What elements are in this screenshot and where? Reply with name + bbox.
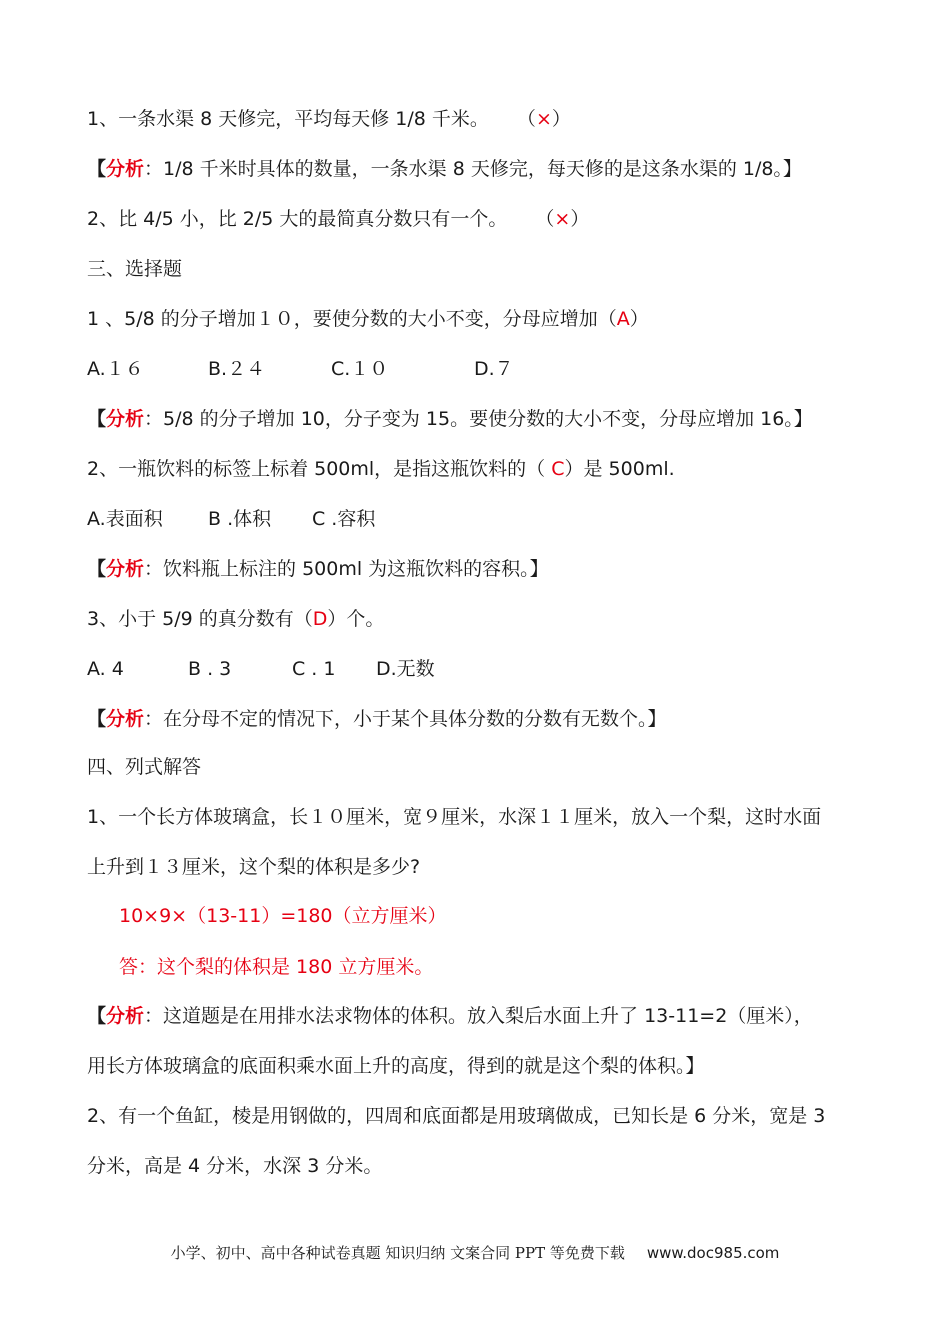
question-calc-2-line2: 分米，高是 4 分米，水深 3 分米。 (87, 1155, 383, 1177)
analysis-label: 分析 (106, 1005, 145, 1027)
answer-mark: × (535, 108, 552, 130)
question-text: 3、小于 5/9 的真分数有（ (87, 608, 313, 630)
question-calc-2-line1: 2、有一个鱼缸，棱是用钢做的，四周和底面都是用玻璃做成，已知长是 6 分米，宽是 3 (87, 1105, 826, 1127)
bracket-open: 【 (87, 158, 107, 180)
question-text-end: ）是 500ml. (564, 458, 675, 480)
answer-mark: × (554, 208, 571, 230)
option-c: C . 1 (292, 658, 336, 680)
solution-answer: 答：这个梨的体积是 180 立方厘米。 (119, 956, 434, 978)
analysis-text: ：饮料瓶上标注的 500ml 为这瓶饮料的容积。】 (144, 558, 549, 580)
answer-letter: D (312, 608, 328, 630)
section-heading-3: 三、选择题 (87, 258, 183, 280)
bracket-open: 【 (87, 558, 107, 580)
option-b: B . 3 (188, 658, 232, 680)
question-tf-1 (87, 107, 571, 131)
question-text: 2、一瓶饮料的标签上标着 500ml，是指这瓶饮料的（ (87, 458, 552, 480)
option-a: A. 4 (87, 658, 124, 680)
question-text: 2、比 4/5 小，比 2/5 大的最简真分数只有一个。 (87, 208, 508, 230)
analysis-mc-2 (87, 557, 549, 581)
paren-open: （ (516, 108, 536, 130)
question-text-end: ） (629, 308, 649, 330)
bracket-open: 【 (87, 708, 107, 730)
option-a: A.表面积 (87, 508, 163, 530)
analysis-label: 分析 (106, 558, 145, 580)
paren-open: （ (535, 208, 555, 230)
analysis-label: 分析 (106, 158, 145, 180)
option-c: C .容积 (312, 508, 376, 530)
analysis-mc-1 (87, 407, 813, 431)
analysis-text: ：1/8 千米时具体的数量，一条水渠 8 天修完，每天修的是这条水渠的 1/8。】 (144, 158, 802, 180)
footer-site: www.doc985.com (646, 1244, 780, 1262)
answer-letter: C (551, 458, 565, 480)
analysis-calc-1-line2: 用长方体玻璃盒的底面积乘水面上升的高度，得到的就是这个梨的体积。】 (87, 1055, 705, 1077)
analysis-calc-1-line1 (87, 1004, 813, 1028)
paren-close: ） (570, 208, 590, 230)
answer-letter: A (616, 308, 630, 330)
option-b: B .体积 (208, 508, 272, 530)
analysis-mc-3 (87, 707, 667, 731)
option-b: B.２４ (208, 358, 266, 380)
question-text-end: ）个。 (327, 608, 385, 630)
section-heading-4: 四、列式解答 (87, 756, 202, 778)
question-text: 1 、5/8 的分子增加１０，要使分数的大小不变，分母应增加（ (87, 308, 617, 330)
question-calc-1-line1: 1、一个长方体玻璃盒，长１０厘米，宽９厘米，水深１１厘米，放入一个梨，这时水面 (87, 806, 822, 828)
option-d: D.无数 (376, 658, 435, 680)
analysis-tf-1 (87, 157, 802, 181)
question-mc-2 (87, 457, 675, 481)
footer-text: 小学、初中、高中各种试卷真题 知识归纳 文案合同 PPT 等免费下载 (170, 1244, 625, 1262)
page-footer (0, 1242, 950, 1263)
question-mc-1 (87, 307, 649, 331)
question-tf-2 (87, 207, 589, 231)
question-text: 1、一条水渠 8 天修完，平均每天修 1/8 千米。 (87, 108, 489, 130)
analysis-label: 分析 (106, 408, 145, 430)
solution-formula: 10×9×（13-11）=180（立方厘米） (119, 905, 447, 927)
bracket-open: 【 (87, 408, 107, 430)
option-a: A.１６ (87, 358, 144, 380)
analysis-text: ：这道题是在用排水法求物体的体积。放入梨后水面上升了 13-11=2（厘米）， (144, 1005, 813, 1027)
analysis-text: ：5/8 的分子增加 10，分子变为 15。要使分数的大小不变，分母应增加 16。】 (144, 408, 813, 430)
analysis-text: ：在分母不定的情况下，小于某个具体分数的分数有无数个。】 (144, 708, 667, 730)
bracket-open: 【 (87, 1005, 107, 1027)
question-calc-1-line2: 上升到１３厘米，这个梨的体积是多少? (87, 856, 421, 878)
question-mc-3 (87, 607, 384, 631)
paren-close: ） (551, 108, 571, 130)
analysis-label: 分析 (106, 708, 145, 730)
option-d: D.７ (474, 358, 514, 380)
option-c: C.１０ (331, 358, 389, 380)
